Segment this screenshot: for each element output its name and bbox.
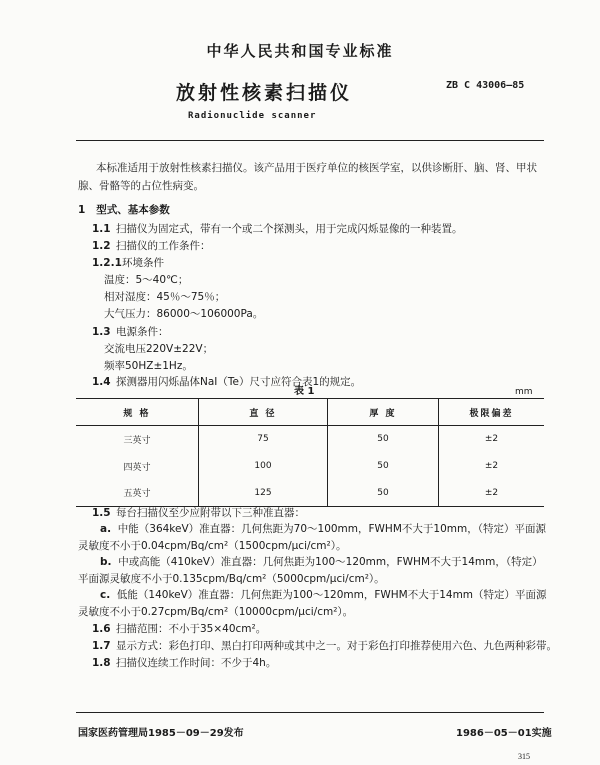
table-header-row — [76, 399, 544, 426]
clause-1-2-number: 1.2 — [92, 240, 111, 252]
clause-1-1-number: 1.1 — [92, 223, 111, 235]
clause-1-1-text: 扫描仪为固定式，带有一个或二个探测头，用于完成闪烁显像的一种装置。 — [116, 223, 463, 235]
table-1 — [76, 398, 544, 507]
intro-line-2: 腺、骨骼等的占位性病变。 — [78, 180, 204, 192]
col-thickness-header: 厚 度 — [328, 399, 439, 426]
col-spec-header: 规 格 — [76, 399, 199, 426]
section-1-title: 型式、基本参数 — [96, 204, 170, 216]
clause-1-2-1-number: 1.2.1 — [92, 257, 122, 269]
header-divider — [76, 140, 544, 141]
english-title: Radionuclide scanner — [188, 111, 317, 121]
collimator-b-line-2: 平面源灵敏度不小于0.135cpm/Bq/cm²（5000cpm/μci/cm²）。 — [78, 573, 385, 585]
cell-tolerance: ±2 — [439, 453, 545, 480]
cell-spec: 四英寸 — [123, 462, 151, 473]
clause-1-4-text: 探测器用闪烁晶体NaI（Te）尺寸应符合表1的规定。 — [116, 376, 362, 388]
clause-1-7-number: 1.7 — [92, 640, 111, 652]
clause-1-5 — [92, 506, 305, 520]
table-1-caption: 表 1 — [294, 386, 315, 397]
collimator-b-line-1 — [100, 555, 543, 569]
clause-1-8-text: 扫描仪连续工作时间：不少于4h。 — [116, 657, 277, 669]
standard-code: ZB C 43006—85 — [446, 80, 525, 91]
env-temperature: 温度：5～40℃； — [104, 274, 189, 286]
clause-1-6-text: 扫描范围：不小于35×40cm²。 — [116, 623, 267, 635]
footer-divider — [76, 712, 544, 713]
cell-thickness: 50 — [328, 453, 439, 480]
col-diameter-header: 直 径 — [199, 399, 328, 426]
clause-1-2-1 — [92, 256, 164, 270]
collimator-a-line-2: 灵敏度不小于0.04cpm/Bq/cm²（1500cpm/μci/cm²）。 — [78, 540, 347, 552]
env-pressure: 大气压力：86000～106000Pa。 — [104, 308, 264, 320]
effective-date: 1986－05－01实施 — [456, 728, 552, 739]
intro-line-1: 本标准适用于放射性核素扫描仪。该产品用于医疗单位的核医学室，以供诊断肝、脑、肾、甲状 — [96, 162, 537, 174]
power-frequency: 频率50HZ±1Hz。 — [104, 360, 193, 372]
collimator-c-label: c. — [100, 589, 111, 601]
clause-1-8 — [92, 656, 276, 670]
section-1-heading — [78, 203, 170, 217]
section-1-number: 1 — [78, 204, 86, 216]
clause-1-7 — [92, 639, 557, 653]
clause-1-6-number: 1.6 — [92, 623, 111, 635]
col-tolerance-header: 极限偏差 — [439, 399, 545, 426]
collimator-a-text: 中能（364keV）准直器：几何焦距为70～100mm，FWHM不大于10mm，（特定）平面源 — [117, 523, 546, 535]
clause-1-3 — [92, 325, 169, 339]
cell-spec: 五英寸 — [76, 480, 199, 507]
clause-1-4-number: 1.4 — [92, 376, 111, 388]
clause-1-2 — [92, 239, 211, 253]
clause-1-6 — [92, 622, 266, 636]
clause-1-7-text: 显示方式：彩色打印、黑白打印两种或其中之一。对于彩色打印推荐使用六色、九色两种彩带。 — [116, 640, 557, 652]
clause-1-1 — [92, 222, 463, 236]
issue-date: 国家医药管理局1985－09－29发布 — [78, 728, 244, 739]
cell-tolerance: ±2 — [439, 426, 545, 453]
clause-1-3-title: 电源条件： — [116, 326, 169, 338]
cell-diameter: 75 — [199, 426, 328, 453]
document-title: 放射性核素扫描仪 — [176, 82, 353, 104]
collimator-a-label: a. — [100, 523, 112, 535]
collimator-c-line-2: 灵敏度不小于0.27cpm/Bq/cm²（10000cpm/μci/cm²）。 — [78, 606, 354, 618]
power-voltage: 交流电压220V±22V； — [104, 343, 214, 355]
table-row — [76, 453, 544, 480]
table-row — [76, 480, 544, 507]
cell-thickness: 50 — [328, 426, 439, 453]
clause-1-5-number: 1.5 — [92, 507, 111, 519]
env-humidity: 相对湿度：45％～75％； — [104, 291, 226, 303]
clause-1-5-text: 每台扫描仪至少应附带以下三种准直器： — [116, 507, 305, 519]
clause-1-4 — [92, 375, 361, 389]
cell-diameter: 100 — [199, 453, 328, 480]
clause-1-2-1-title: 环境条件 — [122, 257, 164, 269]
cell-tolerance: ±2 — [439, 480, 545, 507]
collimator-b-text: 中或高能（410keV）准直器：几何焦距为100～120mm，FWHM不大于14mm，（特定） — [118, 556, 543, 568]
collimator-c-line-1 — [100, 588, 547, 602]
table-row — [76, 426, 544, 453]
clause-1-3-number: 1.3 — [92, 326, 111, 338]
cell-diameter: 125 — [199, 480, 328, 507]
issuing-standard-body: 中华人民共和国专业标准 — [206, 42, 394, 60]
table-1-unit: mm — [515, 387, 533, 397]
collimator-c-text: 低能（140keV）准直器：几何焦距为100～120mm，FWHM不大于14mm（特定）平面源 — [116, 589, 547, 601]
cell-spec: 三英寸 — [123, 435, 151, 446]
clause-1-8-number: 1.8 — [92, 657, 111, 669]
collimator-a-line-1 — [100, 522, 546, 536]
page-number: 315 — [518, 752, 530, 761]
collimator-b-label: b. — [100, 556, 112, 568]
cell-thickness: 50 — [328, 480, 439, 507]
clause-1-2-text: 扫描仪的工作条件： — [116, 240, 211, 252]
